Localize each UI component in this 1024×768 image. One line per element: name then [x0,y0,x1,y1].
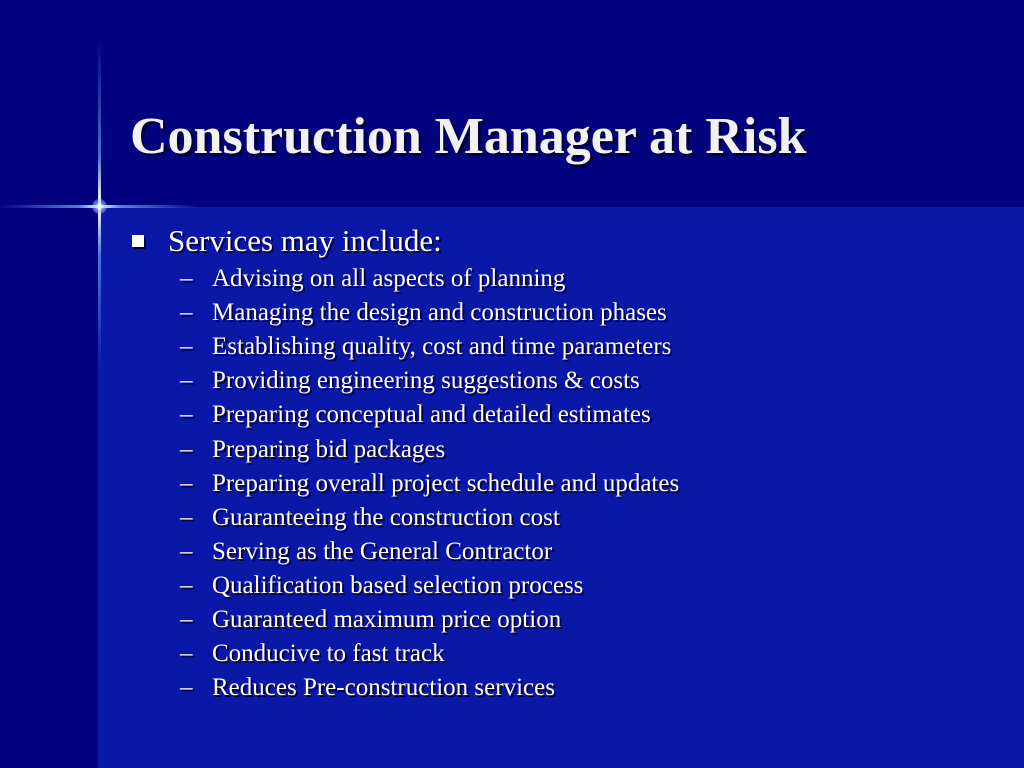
square-bullet-icon [132,235,144,247]
sub-bullet-item [130,603,990,637]
header-band [0,0,1024,207]
sub-bullet-item [130,535,990,569]
dash-bullet-icon: – [180,571,193,599]
sub-bullet-text: Establishing quality, cost and time parameters [212,333,672,361]
dash-bullet-icon: – [180,367,193,395]
sub-bullet-text: Guaranteeing the construction cost [212,503,560,531]
sub-bullet-text: Serving as the General Contractor [212,537,553,565]
dash-bullet-icon: – [180,333,193,361]
sub-bullet-text: Preparing overall project schedule and updates [212,469,680,497]
sub-bullet-text: Providing engineering suggestions & costs [212,367,640,395]
dash-bullet-icon: – [180,299,193,327]
dash-bullet-icon: – [180,503,193,531]
sub-bullet-item [130,501,990,535]
sub-bullet-list [130,262,990,705]
sub-bullet-item [130,467,990,501]
sparkle-star-icon [92,199,107,214]
sub-bullet-text: Preparing conceptual and detailed estimates [212,401,651,429]
sub-bullet-item [130,364,990,398]
sub-bullet-text: Reduces Pre-construction services [212,674,555,702]
sub-bullet-text: Qualification based selection process [212,571,584,599]
dash-bullet-icon: – [180,265,193,293]
sub-bullet-text: Guaranteed maximum price option [212,605,562,633]
sub-bullet-text: Preparing bid packages [212,435,446,463]
left-band [0,207,98,768]
dash-bullet-icon: – [180,605,193,633]
dash-bullet-icon: – [180,401,193,429]
bullet-item [130,220,990,262]
sub-bullet-item [130,296,990,330]
sub-bullet-text: Conducive to fast track [212,640,445,668]
sub-bullet-item [130,330,990,364]
dash-bullet-icon: – [180,469,193,497]
sub-bullet-text: Advising on all aspects of planning [212,265,566,293]
sub-bullet-item [130,432,990,466]
sub-bullet-item [130,398,990,432]
dash-bullet-icon: – [180,640,193,668]
dash-bullet-icon: – [180,537,193,565]
slide-content [130,220,990,705]
sub-bullet-item [130,569,990,603]
sub-bullet-item [130,262,990,296]
sub-bullet-item [130,671,990,705]
dash-bullet-icon: – [180,435,193,463]
sub-bullet-item [130,637,990,671]
sub-bullet-text: Managing the design and construction phases [212,299,667,327]
dash-bullet-icon: – [180,674,193,702]
bullet-text: Services may include: [168,223,442,258]
slide-title: Construction Manager at Risk [130,108,807,165]
